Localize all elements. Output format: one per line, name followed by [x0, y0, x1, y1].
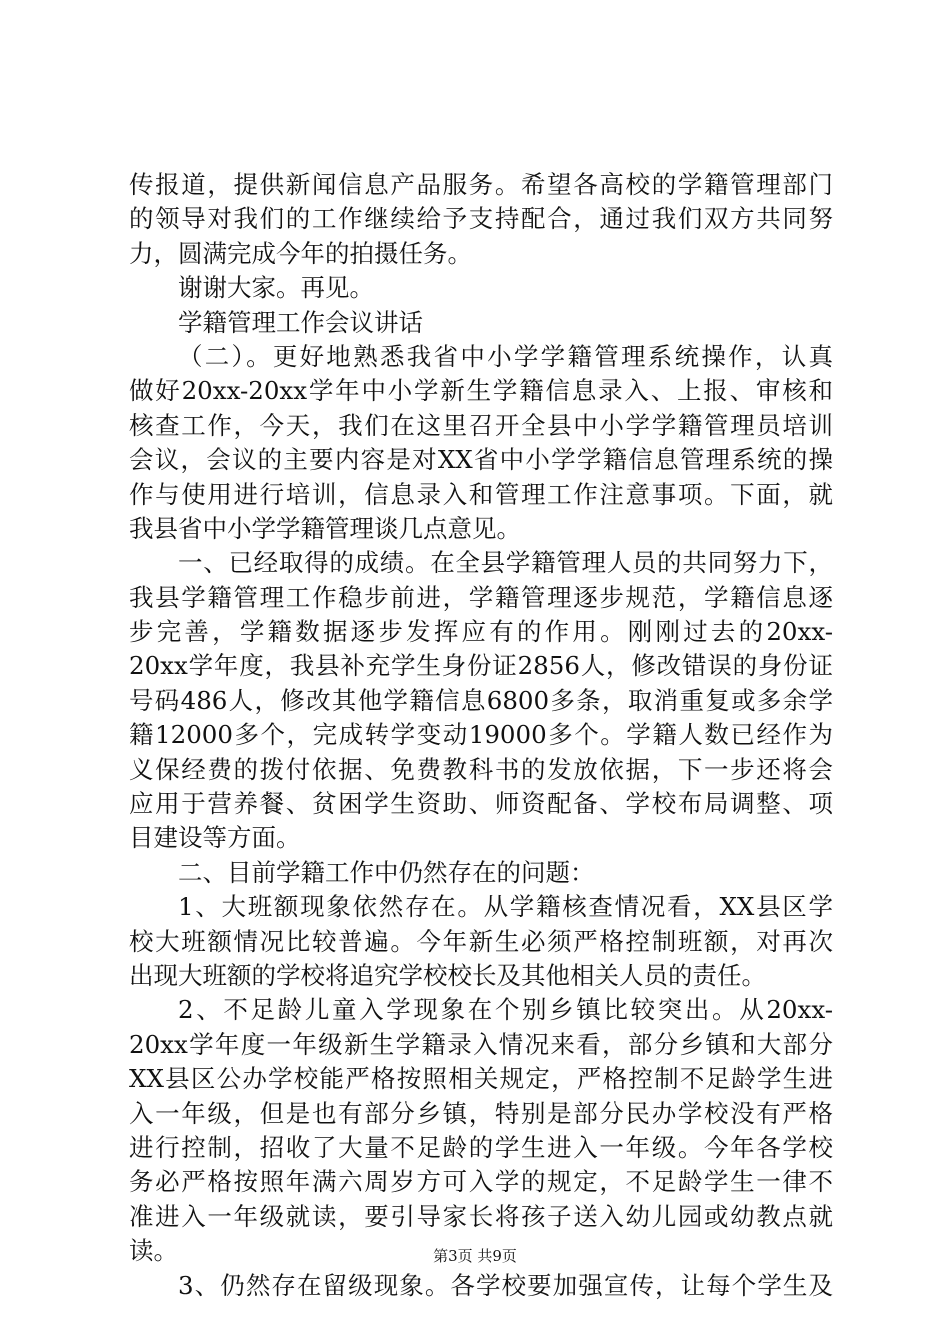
body-text-line: 入一年级，但是也有部分乡镇，特别是部分民办学校没有严格: [129, 1098, 833, 1128]
body-text-line: 20xx学年度，我县补充学生身份证2856人，修改错误的身份证: [129, 651, 833, 681]
body-text-line: 2、不足龄儿童入学现象在个别乡镇比较突出。从20xx-: [178, 995, 833, 1025]
body-text-line: （二）。更好地熟悉我省中小学学籍管理系统操作，认真: [178, 341, 833, 371]
body-text-line: 力，圆满完成今年的拍摄任务。: [129, 238, 472, 268]
document-body: [129, 168, 833, 1303]
body-text-line: 3、仍然存在留级现象。各学校要加强宣传，让每个学生及: [178, 1270, 833, 1300]
body-text-line: 做好20xx-20xx学年中小学新生学籍信息录入、上报、审核和: [129, 376, 833, 406]
body-text-line: 传报道，提供新闻信息产品服务。希望各高校的学籍管理部门: [129, 170, 833, 199]
body-text-line: 准进入一年级就读，要引导家长将孩子送入幼儿园或幼教点就: [129, 1201, 833, 1231]
body-text-line: 目建设等方面。: [129, 823, 301, 853]
body-text-line: 出现大班额的学校将追究学校校长及其他相关人员的责任。: [129, 960, 766, 990]
body-text-line: 核查工作，今天，我们在这里召开全县中小学学籍管理员培训: [129, 410, 833, 440]
body-text-line: XX县区公办学校能严格按照相关规定，严格控制不足龄学生进: [129, 1064, 833, 1094]
body-text-line: 籍12000多个，完成转学变动19000多个。学籍人数已经作为: [129, 720, 833, 750]
body-text-line: 号码486人，修改其他学籍信息6800多条，取消重复或多余学: [129, 685, 833, 715]
body-text-line: 务必严格按照年满六周岁方可入学的规定，不足龄学生一律不: [129, 1167, 833, 1197]
body-text-line: 的领导对我们的工作继续给予支持配合，通过我们双方共同努: [129, 204, 833, 234]
body-text-line: 学籍管理工作会议讲话: [178, 307, 423, 337]
body-text-line: 义保经费的拨付依据、免费教科书的发放依据，下一步还将会: [129, 754, 833, 784]
body-text-line: 20xx学年度一年级新生学籍录入情况来看，部分乡镇和大部分: [129, 1029, 833, 1059]
body-text-line: 谢谢大家。再见。: [178, 273, 374, 303]
body-text-line: 读。: [129, 1236, 178, 1266]
body-text-line: 1、大班额现象依然存在。从学籍核查情况看，XX县区学: [178, 892, 833, 922]
body-text-line: 我县学籍管理工作稳步前进，学籍管理逐步规范，学籍信息逐: [129, 582, 833, 612]
body-text-line: 作与使用进行培训，信息录入和管理工作注意事项。下面，就: [129, 479, 833, 509]
body-text-line: 应用于营养餐、贫困学生资助、师资配备、学校布局调整、项: [129, 789, 833, 819]
body-text-line: 步完善，学籍数据逐步发挥应有的作用。刚刚过去的20xx-: [129, 617, 833, 647]
body-text-line: 进行控制，招收了大量不足龄的学生进入一年级。今年各学校: [129, 1132, 833, 1162]
body-text-line: 校大班额情况比较普遍。今年新生必须严格控制班额，对再次: [129, 926, 833, 956]
body-text-line: 一、已经取得的成绩。在全县学籍管理人员的共同努力下，: [178, 548, 833, 578]
body-text-line: 二、目前学籍工作中仍然存在的问题：: [178, 857, 595, 887]
body-text-line: 会议，会议的主要内容是对XX省中小学学籍信息管理系统的操: [129, 445, 833, 475]
page-footer: 第3页 共9页: [433, 1247, 517, 1265]
body-text-line: 我县省中小学学籍管理谈几点意见。: [129, 513, 521, 543]
